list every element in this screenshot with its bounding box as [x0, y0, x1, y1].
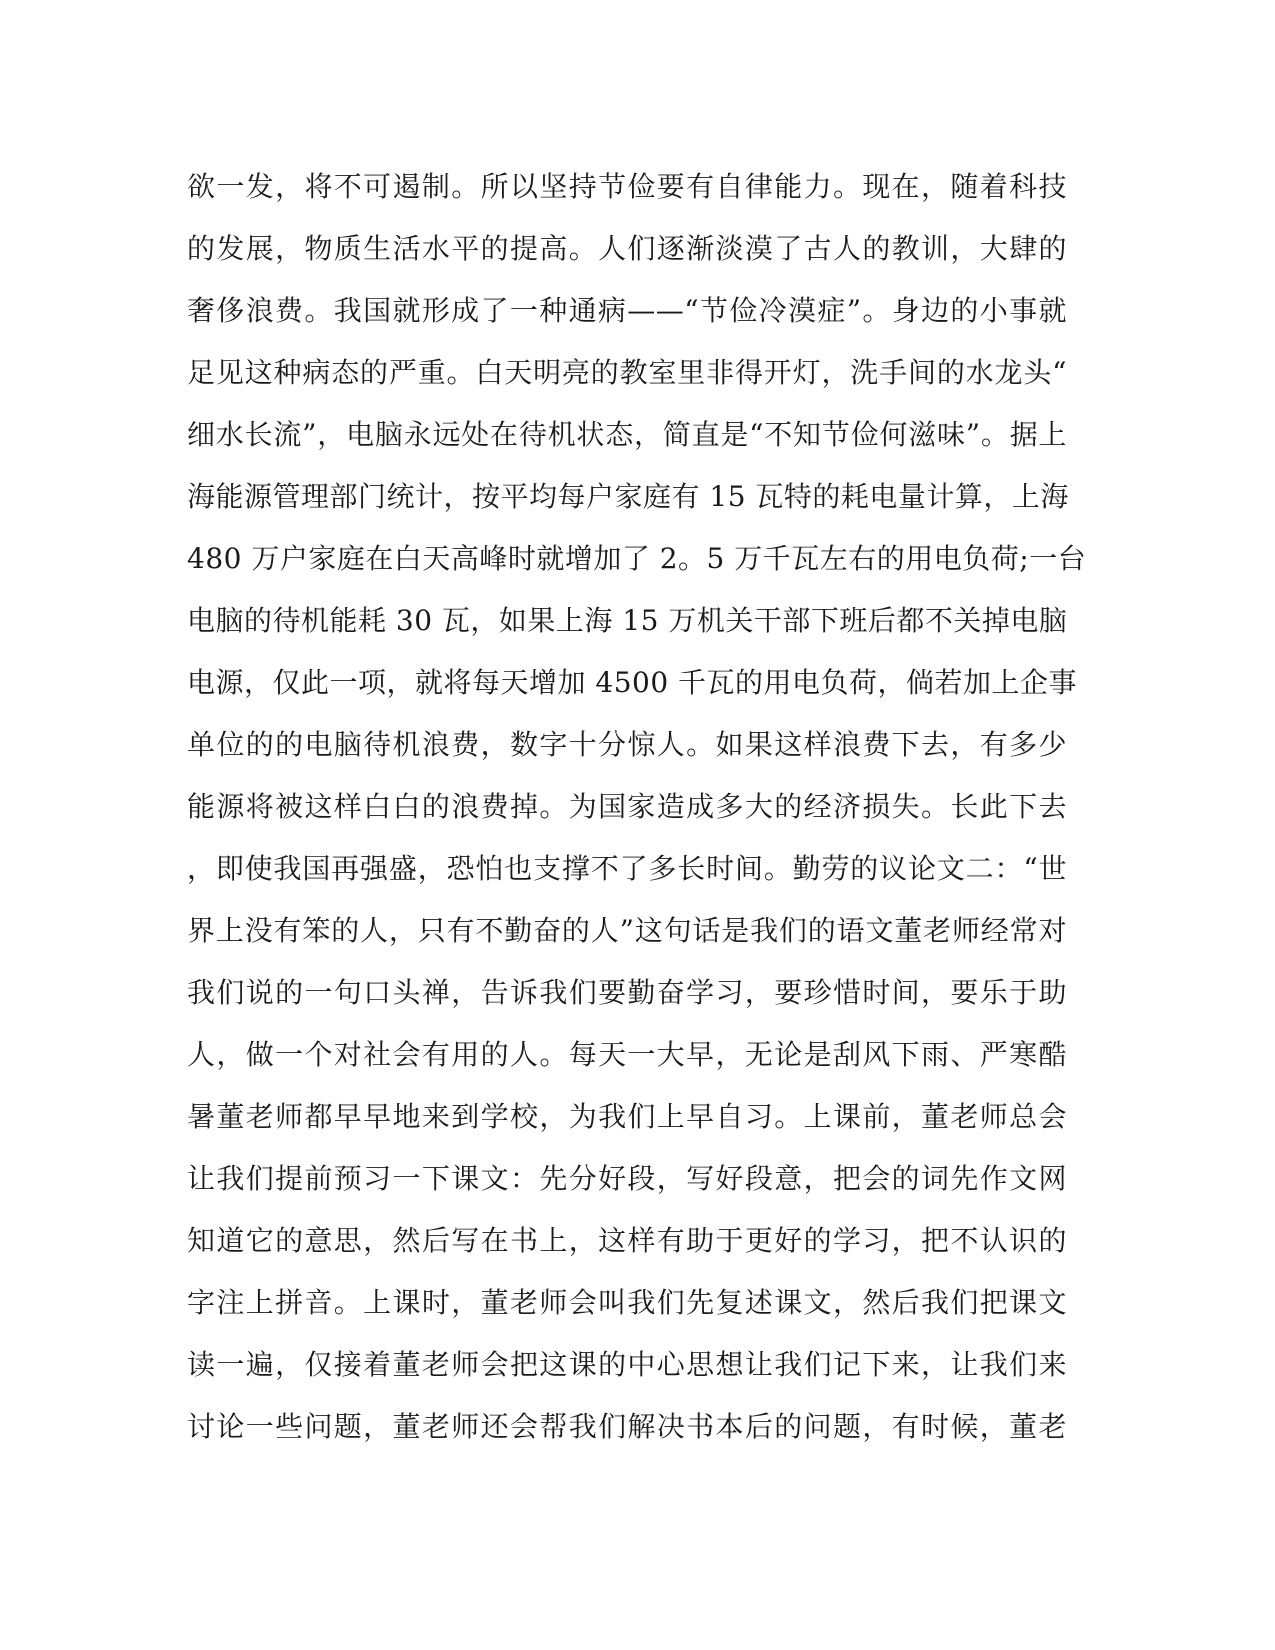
text-line: 的发展，物质生活水平的提高。人们逐渐淡漠了古人的教训，大肆的 — [187, 232, 1067, 265]
text-line: 我们说的一句口头禅，告诉我们要勤奋学习，要珍惜时间，要乐于助 — [187, 976, 1067, 1009]
text-line: 人，做一个对社会有用的人。每天一大早，无论是刮风下雨、严寒酷 — [187, 1038, 1067, 1071]
text-line: 讨论一些问题，董老师还会帮我们解决书本后的问题，有时候，董老 — [187, 1410, 1067, 1443]
text-line: 电脑的待机能耗 30 瓦，如果上海 15 万机关干部下班后都不关掉电脑 — [187, 604, 1068, 637]
text-line: 能源将被这样白白的浪费掉。为国家造成多大的经济损失。长此下去 — [187, 790, 1067, 823]
body-text — [187, 156, 1087, 1458]
text-line: 暑董老师都早早地来到学校，为我们上早自习。上课前，董老师总会 — [187, 1100, 1067, 1133]
text-line: 读一遍，仅接着董老师会把这课的中心思想让我们记下来，让我们来 — [187, 1348, 1067, 1381]
text-line: ，即使我国再强盛，恐怕也支撑不了多长时间。勤劳的议论文二：“世 — [187, 852, 1067, 885]
text-line: 细水长流”，电脑永远处在待机状态，简直是“不知节俭何滋味”。据上 — [187, 418, 1067, 451]
text-line: 电源，仅此一项，就将每天增加 4500 千瓦的用电负荷，倘若加上企事 — [187, 666, 1078, 699]
text-line: 界上没有笨的人，只有不勤奋的人”这句话是我们的语文董老师经常对 — [187, 914, 1067, 947]
text-line: 480 万户家庭在白天高峰时就增加了 2。5 万千瓦左右的用电负荷;一台 — [187, 542, 1087, 575]
text-line: 字注上拼音。上课时，董老师会叫我们先复述课文，然后我们把课文 — [187, 1286, 1067, 1319]
text-line: 知道它的意思，然后写在书上，这样有助于更好的学习，把不认识的 — [187, 1224, 1067, 1257]
text-line: 足见这种病态的严重。白天明亮的教室里非得开灯，洗手间的水龙头“ — [187, 356, 1067, 389]
text-line: 让我们提前预习一下课文：先分好段，写好段意，把会的词先作文网 — [187, 1162, 1067, 1195]
text-line: 单位的的电脑待机浪费，数字十分惊人。如果这样浪费下去，有多少 — [187, 728, 1067, 761]
text-line: 欲一发，将不可遏制。所以坚持节俭要有自律能力。现在，随着科技 — [187, 170, 1067, 203]
text-line: 海能源管理部门统计，按平均每户家庭有 15 瓦特的耗电量计算，上海 — [187, 480, 1069, 513]
text-line: 奢侈浪费。我国就形成了一种通病——“节俭冷漠症”。身边的小事就 — [187, 294, 1067, 327]
